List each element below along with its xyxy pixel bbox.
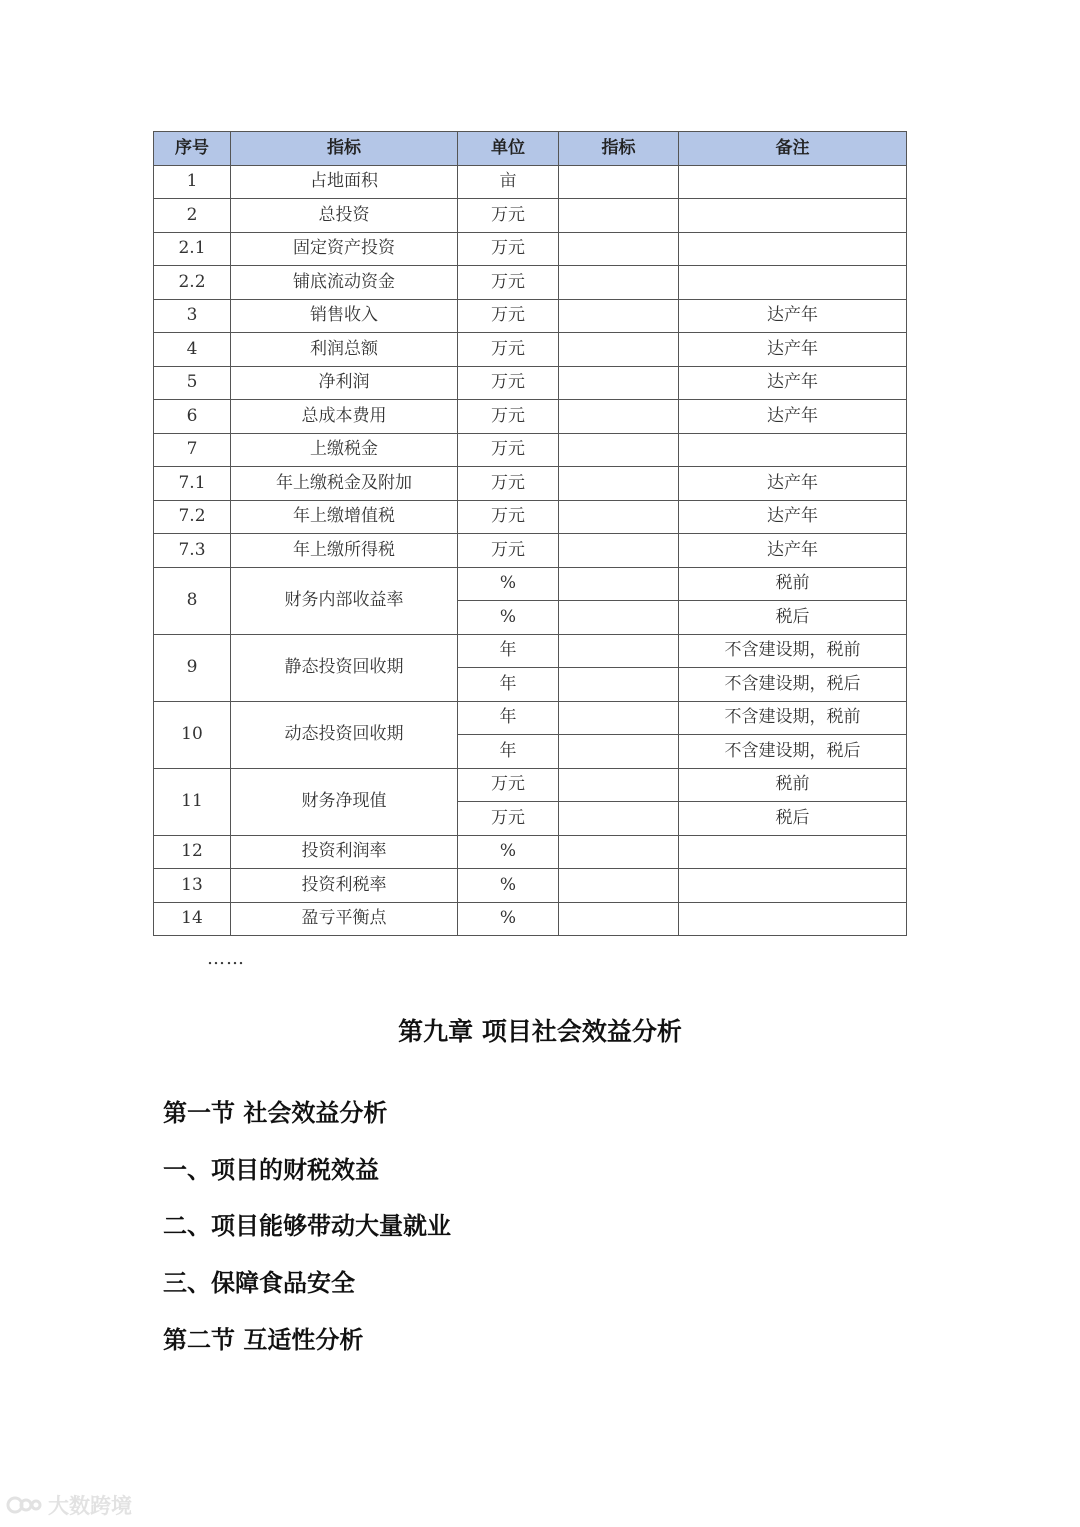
unit-cell: 万元 xyxy=(458,333,559,367)
watermark-text: 大数跨境 xyxy=(48,1494,132,1518)
indicator-name-cell: 年上缴税金及附加 xyxy=(231,467,458,501)
note-cell: 达产年 xyxy=(679,467,907,501)
row-number-cell: 7.3 xyxy=(154,534,231,568)
row-number-cell: 7 xyxy=(154,433,231,467)
indicator-name-cell: 净利润 xyxy=(231,366,458,400)
note-cell: 达产年 xyxy=(679,400,907,434)
value-cell xyxy=(559,835,679,869)
unit-cell: % xyxy=(458,567,559,601)
value-cell xyxy=(559,366,679,400)
indicator-name-cell: 铺底流动资金 xyxy=(231,266,458,300)
note-cell xyxy=(679,232,907,266)
value-cell xyxy=(559,668,679,702)
table-row xyxy=(154,266,907,300)
table-row xyxy=(154,199,907,233)
indicator-name-cell: 财务净现值 xyxy=(231,768,458,835)
note-cell: 不含建设期，税前 xyxy=(679,701,907,735)
note-cell xyxy=(679,266,907,300)
note-cell: 税前 xyxy=(679,567,907,601)
unit-cell: 万元 xyxy=(458,467,559,501)
indicator-name-cell: 动态投资回收期 xyxy=(231,701,458,768)
indicator-name-cell: 投资利税率 xyxy=(231,869,458,903)
value-cell xyxy=(559,232,679,266)
indicator-name-cell: 利润总额 xyxy=(231,333,458,367)
header-cell: 指标 xyxy=(559,132,679,166)
table-row xyxy=(154,869,907,903)
unit-cell: 万元 xyxy=(458,199,559,233)
indicator-name-cell: 财务内部收益率 xyxy=(231,567,458,634)
indicator-name-cell: 销售收入 xyxy=(231,299,458,333)
table-row xyxy=(154,567,907,601)
row-number-cell: 1 xyxy=(154,165,231,199)
table-row xyxy=(154,400,907,434)
unit-cell: 年 xyxy=(458,634,559,668)
table-row xyxy=(154,165,907,199)
table-row xyxy=(154,634,907,668)
note-cell xyxy=(679,165,907,199)
unit-cell: 万元 xyxy=(458,299,559,333)
unit-cell: 万元 xyxy=(458,534,559,568)
indicator-name-cell: 总成本费用 xyxy=(231,400,458,434)
unit-cell: % xyxy=(458,902,559,936)
indicator-name-cell: 盈亏平衡点 xyxy=(231,902,458,936)
table-row xyxy=(154,835,907,869)
unit-cell: 年 xyxy=(458,735,559,769)
value-cell xyxy=(559,299,679,333)
value-cell xyxy=(559,266,679,300)
value-cell xyxy=(559,768,679,802)
note-cell: 达产年 xyxy=(679,333,907,367)
table-row xyxy=(154,534,907,568)
header-cell: 指标 xyxy=(231,132,458,166)
indicator-table xyxy=(153,131,907,936)
table-row xyxy=(154,299,907,333)
value-cell xyxy=(559,500,679,534)
unit-cell: % xyxy=(458,835,559,869)
unit-cell: 万元 xyxy=(458,366,559,400)
indicator-name-cell: 静态投资回收期 xyxy=(231,634,458,701)
indicator-name-cell: 占地面积 xyxy=(231,165,458,199)
table-row xyxy=(154,902,907,936)
unit-cell: 万元 xyxy=(458,500,559,534)
unit-cell: 万元 xyxy=(458,433,559,467)
table-header-row xyxy=(154,132,907,166)
table-row xyxy=(154,768,907,802)
unit-cell: 万元 xyxy=(458,802,559,836)
unit-cell: 亩 xyxy=(458,165,559,199)
header-cell: 单位 xyxy=(458,132,559,166)
unit-cell: 万元 xyxy=(458,266,559,300)
value-cell xyxy=(559,165,679,199)
note-cell: 不含建设期，税前 xyxy=(679,634,907,668)
indicator-name-cell: 固定资产投资 xyxy=(231,232,458,266)
unit-cell: 年 xyxy=(458,668,559,702)
value-cell xyxy=(559,634,679,668)
note-cell: 达产年 xyxy=(679,534,907,568)
value-cell xyxy=(559,869,679,903)
watermark xyxy=(6,1490,132,1520)
unit-cell: % xyxy=(458,601,559,635)
subsection-heading: 一、项目的财税效益 xyxy=(163,1156,379,1184)
table-row xyxy=(154,232,907,266)
chapter-title: 第九章 项目社会效益分析 xyxy=(398,1017,682,1046)
indicator-name-cell: 年上缴增值税 xyxy=(231,500,458,534)
subsection-heading: 二、项目能够带动大量就业 xyxy=(163,1212,451,1240)
table-row xyxy=(154,366,907,400)
note-cell: 税前 xyxy=(679,768,907,802)
section-heading: 第二节 互适性分析 xyxy=(163,1326,364,1354)
row-number-cell: 2 xyxy=(154,199,231,233)
table-row xyxy=(154,333,907,367)
row-number-cell: 2.1 xyxy=(154,232,231,266)
section-heading: 第一节 社会效益分析 xyxy=(163,1099,388,1127)
ellipsis-text: …… xyxy=(207,948,245,969)
value-cell xyxy=(559,433,679,467)
indicator-name-cell: 年上缴所得税 xyxy=(231,534,458,568)
unit-cell: 年 xyxy=(458,701,559,735)
indicator-name-cell: 总投资 xyxy=(231,199,458,233)
subsection-heading: 三、保障食品安全 xyxy=(163,1269,355,1297)
note-cell: 达产年 xyxy=(679,299,907,333)
table-row xyxy=(154,701,907,735)
row-number-cell: 9 xyxy=(154,634,231,701)
note-cell xyxy=(679,835,907,869)
note-cell: 达产年 xyxy=(679,366,907,400)
indicator-name-cell: 上缴税金 xyxy=(231,433,458,467)
value-cell xyxy=(559,601,679,635)
row-number-cell: 3 xyxy=(154,299,231,333)
row-number-cell: 10 xyxy=(154,701,231,768)
value-cell xyxy=(559,802,679,836)
value-cell xyxy=(559,333,679,367)
unit-cell: 万元 xyxy=(458,768,559,802)
row-number-cell: 5 xyxy=(154,366,231,400)
note-cell: 不含建设期，税后 xyxy=(679,668,907,702)
table-row xyxy=(154,467,907,501)
value-cell xyxy=(559,567,679,601)
value-cell xyxy=(559,467,679,501)
unit-cell: 万元 xyxy=(458,232,559,266)
header-cell: 序号 xyxy=(154,132,231,166)
row-number-cell: 12 xyxy=(154,835,231,869)
value-cell xyxy=(559,902,679,936)
value-cell xyxy=(559,534,679,568)
note-cell: 税后 xyxy=(679,802,907,836)
value-cell xyxy=(559,199,679,233)
table-row xyxy=(154,433,907,467)
note-cell xyxy=(679,433,907,467)
row-number-cell: 13 xyxy=(154,869,231,903)
note-cell: 达产年 xyxy=(679,500,907,534)
indicator-name-cell: 投资利润率 xyxy=(231,835,458,869)
row-number-cell: 4 xyxy=(154,333,231,367)
note-cell xyxy=(679,869,907,903)
value-cell xyxy=(559,735,679,769)
value-cell xyxy=(559,400,679,434)
row-number-cell: 7.1 xyxy=(154,467,231,501)
row-number-cell: 6 xyxy=(154,400,231,434)
note-cell xyxy=(679,902,907,936)
note-cell xyxy=(679,199,907,233)
unit-cell: 万元 xyxy=(458,400,559,434)
row-number-cell: 2.2 xyxy=(154,266,231,300)
note-cell: 不含建设期，税后 xyxy=(679,735,907,769)
table-row xyxy=(154,500,907,534)
note-cell: 税后 xyxy=(679,601,907,635)
watermark-logo-icon xyxy=(6,1494,42,1516)
row-number-cell: 7.2 xyxy=(154,500,231,534)
row-number-cell: 11 xyxy=(154,768,231,835)
table-body xyxy=(154,165,907,936)
row-number-cell: 8 xyxy=(154,567,231,634)
row-number-cell: 14 xyxy=(154,902,231,936)
value-cell xyxy=(559,701,679,735)
unit-cell: % xyxy=(458,869,559,903)
header-cell: 备注 xyxy=(679,132,907,166)
